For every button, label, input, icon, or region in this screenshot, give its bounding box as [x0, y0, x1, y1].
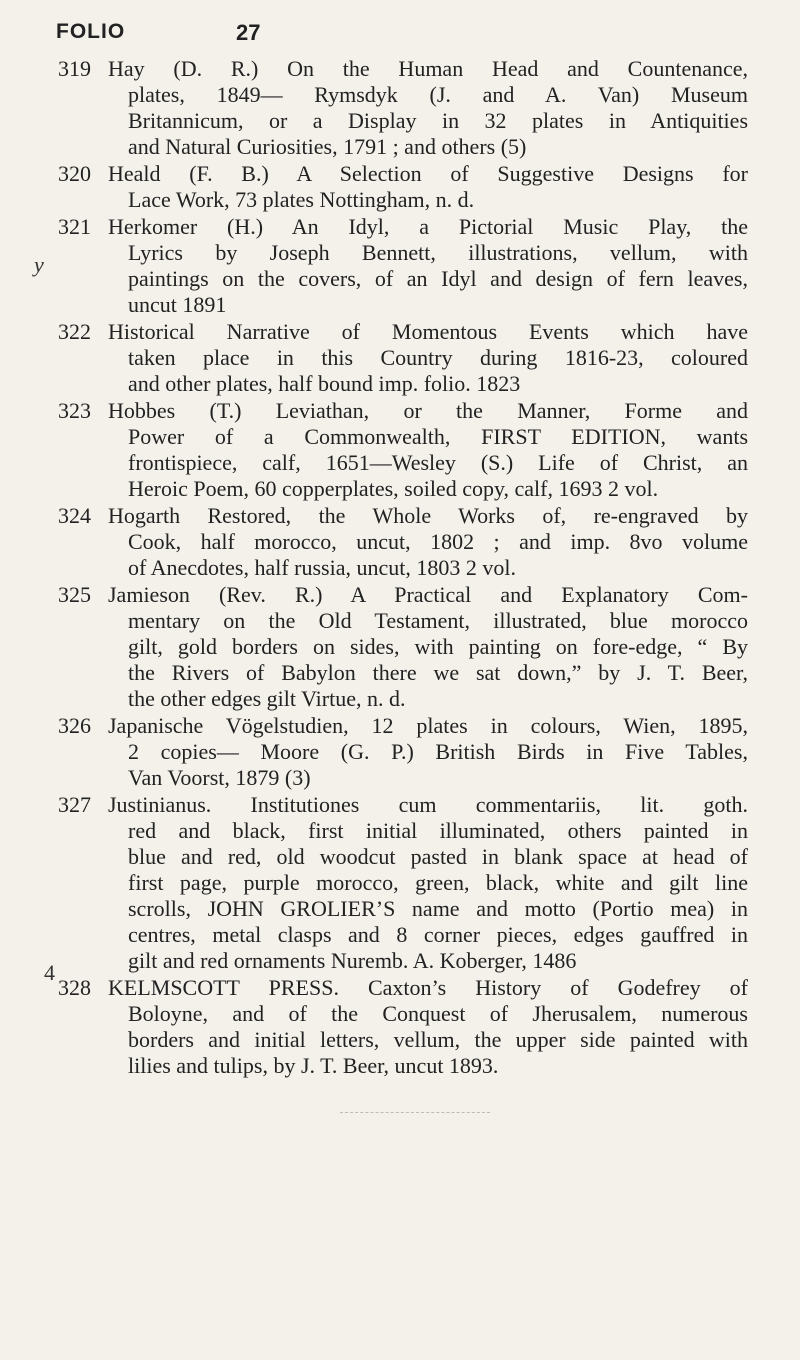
- entry-line: frontispiece, calf, 1651—Wesley (S.) Life of Christ, an: [128, 450, 748, 475]
- catalogue-entry: [58, 161, 748, 213]
- margin-pencil-mark: 4: [44, 960, 55, 985]
- margin-check-mark: y: [34, 252, 44, 277]
- entry-line: Britannicum, or a Display in 32 plates in Antiquities: [128, 108, 748, 133]
- folio-label: FOLIO: [56, 20, 126, 43]
- entry-line: Justinianus. Institutiones cum commentariis, lit. goth.: [108, 792, 748, 817]
- entry-line: plates, 1849— Rymsdyk (J. and A. Van) Museum: [128, 82, 748, 107]
- entry-line: Heald (F. B.) A Selection of Suggestive Designs for: [108, 161, 748, 186]
- entry-line: paintings on the covers, of an Idyl and design of fern leaves,: [128, 266, 748, 291]
- entry-line: borders and initial letters, vellum, the upper side painted with: [128, 1027, 748, 1052]
- entry-line: Jamieson (Rev. R.) A Practical and Explanatory Com-: [108, 582, 748, 607]
- lot-number: 320: [58, 161, 91, 186]
- entry-line: Herkomer (H.) An Idyl, a Pictorial Music Play, the: [108, 214, 748, 239]
- entry-line: the other edges gilt Virtue, n. d.: [128, 686, 406, 711]
- entry-line: centres, metal clasps and 8 corner pieces, edges gauffred in: [128, 922, 748, 947]
- entry-line: 2 copies— Moore (G. P.) British Birds in Five Tables,: [128, 739, 748, 764]
- entry-line: Lyrics by Joseph Bennett, illustrations, vellum, with: [128, 240, 748, 265]
- entry-line: Lace Work, 73 plates Nottingham, n. d.: [128, 187, 475, 212]
- entry-line: and other plates, half bound imp. folio. 1823: [128, 371, 521, 396]
- entry-line: first page, purple morocco, green, black, white and gilt line: [128, 870, 748, 895]
- catalogue-entry: [58, 975, 748, 1079]
- entry-line: Japanische Vögelstudien, 12 plates in colours, Wien, 1895,: [108, 713, 748, 738]
- catalogue-entry: [58, 319, 748, 397]
- entry-line: Hobbes (T.) Leviathan, or the Manner, Forme and: [108, 398, 748, 423]
- entry-line: gilt and red ornaments Nuremb. A. Koberger, 1486: [128, 948, 577, 973]
- entry-line: Hogarth Restored, the Whole Works of, re-engraved by: [108, 503, 748, 528]
- catalogue-entry: [58, 398, 748, 502]
- lot-number: 326: [58, 713, 91, 738]
- entry-line: Historical Narrative of Momentous Events which have: [108, 319, 748, 344]
- entry-line: taken place in this Country during 1816-23, coloured: [128, 345, 748, 370]
- entry-line: scrolls, JOHN GROLIER’S name and motto (Portio mea) in: [128, 896, 748, 921]
- catalogue-entry: [58, 503, 748, 581]
- catalogue-entry: [58, 582, 748, 712]
- entry-line: lilies and tulips, by J. T. Beer, uncut 1893.: [128, 1053, 499, 1078]
- lot-number: 323: [58, 398, 91, 423]
- entry-line: Hay (D. R.) On the Human Head and Countenance,: [108, 56, 748, 81]
- entry-line: of Anecdotes, half russia, uncut, 1803 2 vol.: [128, 555, 516, 580]
- entry-line: Van Voorst, 1879 (3): [128, 765, 311, 790]
- entry-line: red and black, first initial illuminated, others painted in: [128, 818, 748, 843]
- lot-number: 322: [58, 319, 91, 344]
- lot-number: 324: [58, 503, 91, 528]
- lot-number: 321: [58, 214, 91, 239]
- entry-line: blue and red, old woodcut pasted in blank space at head of: [128, 844, 748, 869]
- entry-line: Power of a Commonwealth, FIRST EDITION, wants: [128, 424, 748, 449]
- entry-line: and Natural Curiosities, 1791 ; and others (5): [128, 134, 527, 159]
- catalogue-entries: [58, 56, 748, 1080]
- catalogue-entry: [58, 214, 748, 318]
- entry-line: the Rivers of Babylon there we sat down,” by J. T. Beer,: [128, 660, 748, 685]
- end-rule: [340, 1112, 490, 1113]
- lot-number: 325: [58, 582, 91, 607]
- page-header: [56, 20, 676, 50]
- entry-line: uncut 1891: [128, 292, 227, 317]
- lot-number: 319: [58, 56, 91, 81]
- page-number: 27: [236, 20, 261, 45]
- entry-line: gilt, gold borders on sides, with painting on fore-edge, “ By: [128, 634, 748, 659]
- catalogue-entry: [58, 56, 748, 160]
- lot-number: 328: [58, 975, 91, 1000]
- catalogue-entry: [58, 792, 748, 974]
- entry-line: KELMSCOTT PRESS. Caxton’s History of Godefrey of: [108, 975, 748, 1000]
- catalogue-entry: [58, 713, 748, 791]
- entry-line: Cook, half morocco, uncut, 1802 ; and imp. 8vo volume: [128, 529, 748, 554]
- entry-line: Boloyne, and of the Conquest of Jherusalem, numerous: [128, 1001, 748, 1026]
- entry-line: Heroic Poem, 60 copperplates, soiled copy, calf, 1693 2 vol.: [128, 476, 659, 501]
- lot-number: 327: [58, 792, 91, 817]
- entry-line: mentary on the Old Testament, illustrated, blue morocco: [128, 608, 748, 633]
